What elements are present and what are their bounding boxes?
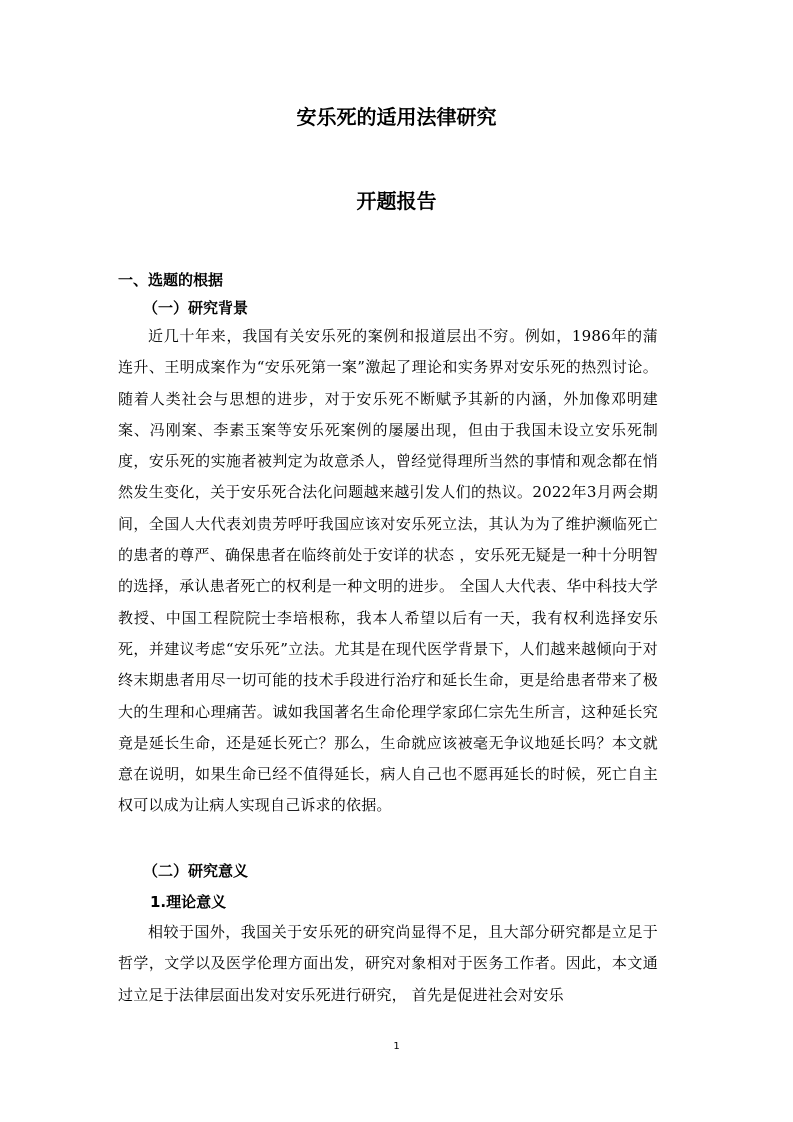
section-heading: 一、选题的根据 — [118, 271, 224, 289]
document-subtitle: 开题报告 — [356, 189, 437, 213]
item-heading-theory: 1.理论意义 — [150, 893, 227, 911]
document-title: 安乐死的适用法律研究 — [296, 105, 497, 129]
theory-paragraph: 相较于国外，我国关于安乐死的研究尚显得不足，且大部分研究都是立足于哲学，文学以及医学伦理方面出发，研究对象相对于医务工作者。因此，本文通过立足于法律层面出发对安乐死进行研究， 首先是促进社会对安乐 — [118, 923, 658, 1004]
subsection-heading-background: （一）研究背景 — [143, 299, 249, 317]
background-paragraph: 近几十年来，我国有关安乐死的案例和报道层出不穷。例如，1986年的蒲连升、王明成案作为“安乐死第一案”激起了理论和实务界对安乐死的热烈讨论。随着人类社会与思想的进步，对于安乐死不断赋予其新的内涵，外加像邓明建案、冯刚案、李素玉案等安乐死案例的屡屡出现，但由于我国未设立安乐死制度，安乐死的实施者被判定为故意杀人，曾经觉得理所当然的事情和观念都在悄然发生变化，关于安乐死合法化问题越来越引发人们的热议。2022年3月两会期间，全国人大代表刘贵芳呼吁我国应该对安乐死立法，其认为为了维护濒临死亡的患者的尊严、确保患者在临终前处于安详的状态 ，安乐死无疑是一种十分明智的选择，承认患者死亡的权利是一种文明的进步。 全国人大代表、华中科技大学教授、中国工程院院士李培根称，我本人希望以后有一天，我有权利选择安乐死，并建议考虑“安乐死”立法。尤其是在现代医学背景下，人们越来越倾向于对终末期患者用尽一切可能的技术手段进行治疗和延长生命，更是给患者带来了极大的生理和心理痛苦。诚如我国著名生命伦理学家邱仁宗先生所言，这种延长究竟是延长生命，还是延长死亡？那么，生命就应该被毫无争议地延长吗？本文就意在说明，如果生命已经不值得延长，病人自己也不愿再延长的时候，死亡自主权可以成为让病人实现自己诉求的依据。 — [118, 327, 658, 815]
page-number: 1 — [393, 1041, 400, 1052]
subsection-heading-significance: （二）研究意义 — [143, 862, 249, 880]
